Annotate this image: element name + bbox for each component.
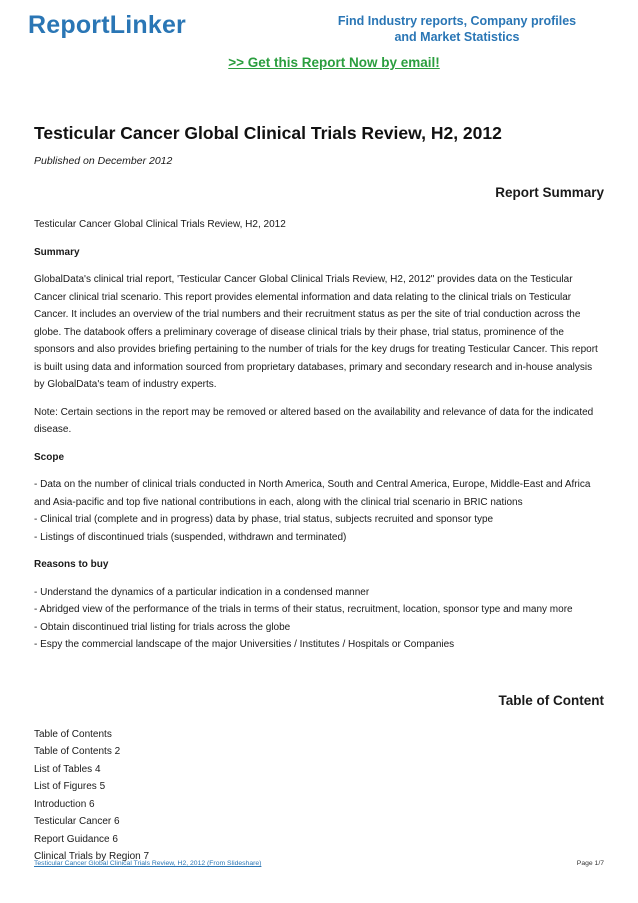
reason-item: - Understand the dynamics of a particular indication in a condensed manner: [34, 586, 370, 598]
toc-item: Testicular Cancer 6: [34, 816, 120, 827]
page-number: Page 1/7: [576, 860, 604, 867]
toc-item: Table of Contents: [34, 728, 112, 740]
report-summary-heading: Report Summary: [495, 185, 604, 200]
summary-paragraph: GlobalData's clinical trial report, 'Testicular Cancer Global Clinical Trials Review, H2, 2012" provides data on the Testicular Cancer clinical trial scenario. This report provides elemental information and data relating to the clinical trials on Testicular Cancer. It includes an overview of the trial numbers and their recruitment status as per the site of trial conduction across the globe. The databook offers a preliminary coverage of disease clinical trials by their phase, trial status, prominence of the sponsors and also provides briefing pertaining to the number of trials for the key drugs for treating Testicular Cancer. This report is built using data and information sourced from proprietary databases, primary and secondary research and in-house analysis by GlobalData's team of industry experts.: [34, 274, 598, 390]
scope-item: - Listings of discontinued trials (suspended, withdrawn and terminated): [34, 531, 347, 543]
page-header: [0, 0, 638, 80]
toc-item: Report Guidance 6: [34, 833, 118, 845]
get-report-email-link[interactable]: >> Get this Report Now by email!: [228, 55, 440, 70]
scope-item: - Clinical trial (complete and in progress) data by phase, trial status, subjects recruited and sponsor type: [34, 514, 494, 525]
source-link[interactable]: Testicular Cancer Global Clinical Trials Review, H2, 2012 (From Slideshare): [34, 860, 262, 867]
page-footer: [34, 859, 604, 871]
reasons-label: Reasons to buy: [34, 559, 109, 570]
toc-item: List of Tables 4: [34, 763, 101, 775]
toc-item: List of Figures 5: [34, 781, 106, 792]
summary-label: Summary: [34, 246, 80, 258]
report-content: [34, 122, 604, 866]
toc-item: Clinical Trials by Region 7: [34, 851, 150, 862]
reason-item: - Abridged view of the performance of the trials in terms of their status, recruitment, location, sponsor type and many more: [34, 604, 573, 615]
toc-item: Table of Contents 2: [34, 746, 121, 757]
reason-item: - Obtain discontinued trial listing for trials across the globe: [34, 621, 291, 633]
scope-list: [34, 476, 604, 546]
reasons-list: [34, 584, 604, 654]
note-paragraph: Note: Certain sections in the report may be removed or altered based on the availability and relevance of data for the indicated disease.: [34, 406, 594, 435]
reason-item: - Espy the commercial landscape of the major Universities / Institutes / Hospitals or Companies: [34, 639, 455, 650]
reportlinker-logo[interactable]: ReportLinker: [28, 11, 186, 39]
toc-item: Introduction 6: [34, 798, 95, 810]
header-tagline: Find Industry reports, Company profiles and Market Statistics: [337, 14, 577, 44]
table-of-content-heading: Table of Content: [498, 692, 604, 708]
published-date: Published on December 2012: [34, 155, 173, 167]
report-subtitle: Testicular Cancer Global Clinical Trials Review, H2, 2012: [34, 219, 286, 230]
scope-item: - Data on the number of clinical trials conducted in North America, South and Central America, Europe, Middle-East and Africa and Asia-pacific and top five national contributions in each, along with the clinical trial scenario in BRIC nations: [34, 479, 591, 508]
scope-label: Scope: [34, 451, 65, 463]
toc-list: [34, 726, 604, 866]
report-title: Testicular Cancer Global Clinical Trials Review, H2, 2012: [34, 123, 502, 143]
